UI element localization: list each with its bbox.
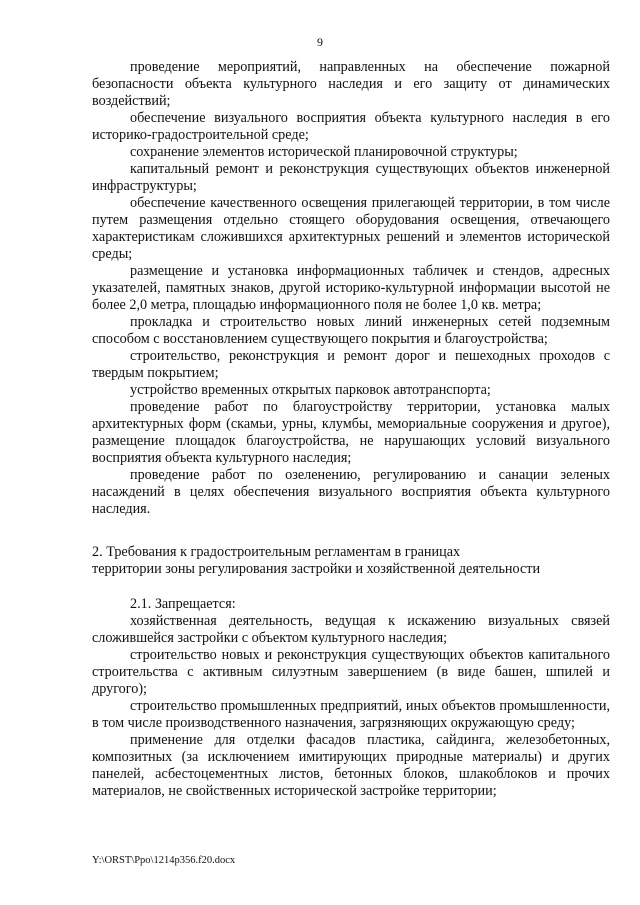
list-item: строительство, реконструкция и ремонт дорог и пешеходных проходов с твердым покрытием; xyxy=(92,348,610,381)
list-item: обеспечение визуального восприятия объекта культурного наследия в его историко-градостроительной среде; xyxy=(92,110,610,143)
file-path-footer: Y:\ORST\Ppo\1214p356.f20.docx xyxy=(92,855,236,866)
list-item: прокладка и строительство новых линий инженерных сетей подземным способом с восстановлением существующего покрытия и благоустройства; xyxy=(92,314,610,347)
list-item: хозяйственная деятельность, ведущая к искажению визуальных связей сложившейся застройки с объектом культурного наследия; xyxy=(92,613,610,646)
list-item: обеспечение качественного освещения прилегающей территории, в том числе путем размещения отдельно стоящего оборудования освещения, отвечающего характеристикам сложившихся архитектурных решений и элементов исторической среды; xyxy=(92,195,610,262)
list-item: капитальный ремонт и реконструкция существующих объектов инженерной инфраструктуры; xyxy=(92,161,610,194)
page-number: 9 xyxy=(317,35,323,49)
subsection-title: 2.1. Запрещается: xyxy=(130,596,236,612)
list-item: сохранение элементов исторической планировочной структуры; xyxy=(130,144,518,160)
list-item: применение для отделки фасадов пластика, сайдинга, железобетонных, композитных (за исключением имитирующих природные материалы) и других панелей, асбестоцементных листов, бетонных блоков, шлакоблоков и прочих материалов, не свойственных исторической застройке территории; xyxy=(92,732,610,799)
list-item: устройство временных открытых парковок автотранспорта; xyxy=(130,382,491,398)
list-item: размещение и установка информационных табличек и стендов, адресных указателей, памятных знаков, другой историко-культурной информации высотой не более 2,0 метра, площадью информационного поля не более 1,0 кв. метра; xyxy=(92,263,610,313)
section-heading-line-2: территории зоны регулирования застройки и хозяйственной деятельности xyxy=(92,561,541,577)
list-item: проведение работ по благоустройству территории, установка малых архитектурных форм (скамьи, урны, клумбы, мемориальные сооружения и другое), размещение площадок благоустройства, не нарушающих условий визуального восприятия объекта культурного наследия; xyxy=(92,399,610,466)
list-item: проведение мероприятий, направленных на обеспечение пожарной безопасности объекта культурного наследия и его защиту от динамических воздействий; xyxy=(92,59,610,109)
list-item: строительство промышленных предприятий, иных объектов промышленности, в том числе производственного назначения, загрязняющих окружающую среду; xyxy=(92,698,610,731)
list-item: проведение работ по озеленению, регулированию и санации зеленых насаждений в целях обеспечения визуального восприятия объекта культурного наследия. xyxy=(92,467,610,517)
section-heading-line-1: 2. Требования к градостроительным регламентам в границах xyxy=(92,544,461,560)
document-body xyxy=(92,59,610,800)
list-item: строительство новых и реконструкция существующих объектов капитального строительства с активным силуэтным завершением (в виде башен, шпилей и другого); xyxy=(92,647,610,697)
